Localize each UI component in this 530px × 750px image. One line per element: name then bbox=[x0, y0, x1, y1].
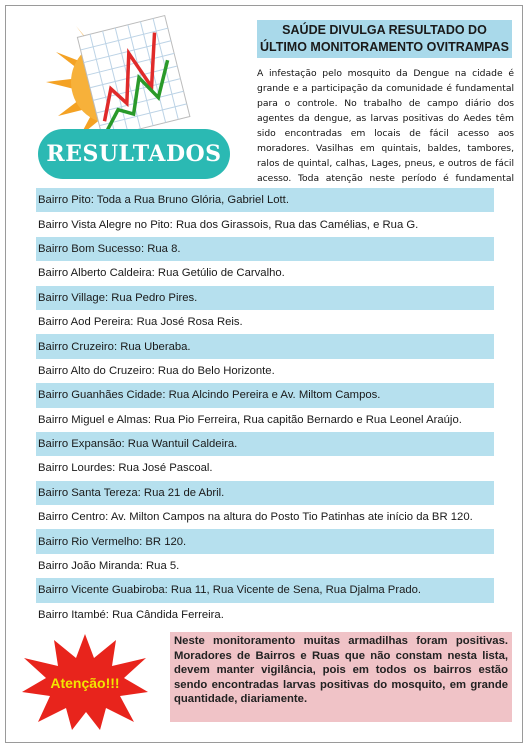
list-item: Bairro Centro: Av. Milton Campos na altura do Posto Tio Patinhas ate início da BR 120. bbox=[38, 511, 473, 524]
results-logo bbox=[18, 12, 223, 172]
list-item: Bairro Lourdes: Rua José Pascoal. bbox=[38, 462, 213, 475]
list-item: Bairro Miguel e Almas: Rua Pio Ferreira, Rua capitão Bernardo e Rua Leonel Araújo. bbox=[38, 413, 462, 426]
list-item: Bairro Vista Alegre no Pito: Rua dos Girassois, Rua das Camélias, e Rua G. bbox=[38, 218, 419, 231]
list-item: Bairro Itambé: Rua Cândida Ferreira. bbox=[38, 608, 224, 621]
notice-box: Neste monitoramento muitas armadilhas foram positivas. Moradores de Bairros e Ruas que não constam nesta lista, devem manter vigilância, pois em todos os bairros estão sendo encontradas larvas positivas do mosquito, em grande quantidade, diariamente. bbox=[170, 632, 512, 722]
list-item: Bairro Pito: Toda a Rua Bruno Glória, Gabriel Lott. bbox=[36, 188, 494, 212]
intro-paragraph: A infestação pelo mosquito da Dengue na cidade é grande e a participação da comunidade é fundamental para o controle. No trabalho de campo diário dos agentes da dengue, as larvas positivas do Aedes têm sido encontradas em locais de fácil acesso aos moradores. Vasilhas em quintais, baldes, tambores, ralos de quintal, calhas, Lages, pneus, e outros de fácil acesso. Toda atenção neste período é fundamental bbox=[257, 68, 514, 184]
list-item: Bairro Vicente Guabiroba: Rua 11, Rua Vicente de Sena, Rua Djalma Prado. bbox=[36, 578, 494, 602]
list-item: Bairro Alberto Caldeira: Rua Getúlio de Carvalho. bbox=[38, 267, 285, 280]
attention-starburst bbox=[20, 632, 150, 732]
list-item: Bairro João Miranda: Rua 5. bbox=[38, 560, 180, 573]
neighborhood-list bbox=[36, 188, 494, 627]
page-title bbox=[257, 20, 512, 58]
title-line-2: ÚLTIMO MONITORAMENTO OVITRAMPAS bbox=[259, 40, 510, 54]
list-item: Bairro Aod Pereira: Rua José Rosa Reis. bbox=[38, 316, 243, 329]
list-item: Bairro Bom Sucesso: Rua 8. bbox=[36, 237, 494, 261]
list-item: Bairro Village: Rua Pedro Pires. bbox=[36, 286, 494, 310]
list-item: Bairro Rio Vermelho: BR 120. bbox=[36, 529, 494, 553]
title-line-1: SAÚDE DIVULGA RESULTADO DO bbox=[282, 23, 487, 37]
list-item: Bairro Alto do Cruzeiro: Rua do Belo Horizonte. bbox=[38, 364, 275, 377]
list-item: Bairro Santa Tereza: Rua 21 de Abril. bbox=[36, 481, 494, 505]
attention-label: Atenção!!! bbox=[50, 675, 120, 691]
list-item: Bairro Guanhães Cidade: Rua Alcindo Pereira e Av. Miltom Campos. bbox=[36, 383, 494, 407]
logo-banner-text: RESULTADOS bbox=[38, 129, 230, 179]
list-item: Bairro Expansão: Rua Wantuil Caldeira. bbox=[36, 432, 494, 456]
list-item: Bairro Cruzeiro: Rua Uberaba. bbox=[36, 334, 494, 358]
starburst-icon bbox=[20, 632, 150, 732]
